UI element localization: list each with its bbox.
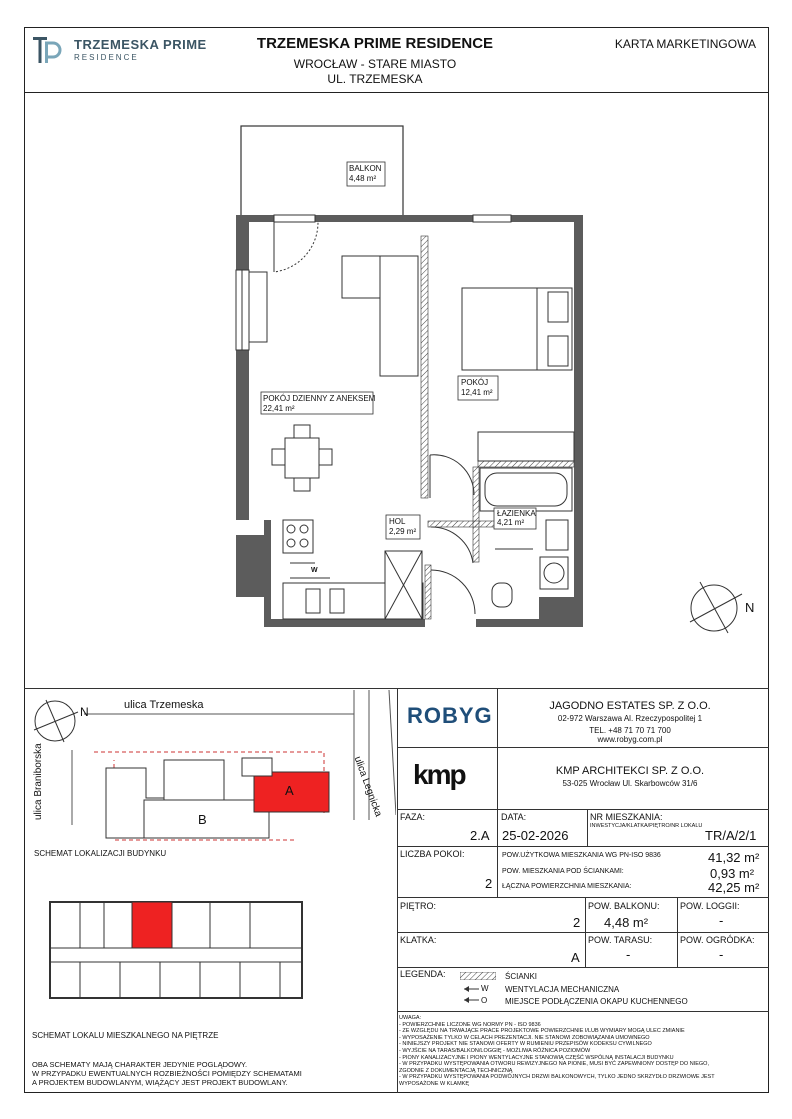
- room-name-hol: HOL: [389, 517, 406, 526]
- schema-note-line: OBA SCHEMATY MAJĄ CHARAKTER JEDYNIE POGLĄDOWY.: [32, 1060, 248, 1069]
- grid-line: [397, 846, 769, 847]
- kmp-logo: kmp: [413, 759, 465, 790]
- laczna-label: ŁĄCZNA POWIERZCHNIA MIESZKANIA:: [502, 883, 632, 890]
- nr-label: NR MIESZKANIA:: [590, 812, 663, 822]
- grid-line: [497, 846, 498, 897]
- balkon-value: 4,48 m²: [604, 915, 649, 930]
- grid-line: [397, 967, 769, 968]
- note-line: - W PRZYPADKU WYSTĘPOWANIA PODWÓJNYCH DRZWI BALKONOWYCH, TYLKO JEDNO SKRZYDŁO DRZWIOWE JEST: [399, 1074, 715, 1081]
- grid-line: [397, 1011, 769, 1012]
- grid-line: [397, 747, 769, 748]
- grid-line: [497, 688, 498, 809]
- note-line: UWAGA:: [399, 1015, 422, 1021]
- street-right-label: ulica Legnicka: [351, 755, 384, 819]
- grid-line: [397, 688, 398, 1093]
- legend-w-symbol: W: [481, 984, 489, 993]
- tp-logo-icon: [33, 35, 67, 65]
- note-line: - W PRZYPADKU WYSTĘPOWANIA OTWORU REWIZYJNEGO NA PIONIE, MUSI BYĆ ZAPEWNIONY DOSTĘP DO NIEGO,: [399, 1061, 709, 1068]
- room-area-pokoj: 12,41 m²: [461, 388, 493, 397]
- note-line: ZGODNIE Z DOKUMENTACJĄ TECHNICZNĄ: [399, 1067, 513, 1074]
- pod-label: POW. MIESZKANIA POD ŚCIANKAMI:: [502, 868, 624, 875]
- street-top-label: ulica Trzemeska: [124, 699, 204, 711]
- developer-tel: TEL. +48 71 70 71 700: [589, 726, 671, 735]
- building-a-label: A: [285, 783, 294, 798]
- city-label: WROCŁAW - STARE MIASTO: [293, 57, 457, 71]
- note-line: - POWIERZCHNIE LICZONE WG NORMY PN - ISO 9836: [399, 1021, 541, 1028]
- doc-type-label: KARTA MARKETINGOWA: [614, 37, 756, 51]
- room-area-lazienka: 4,21 m²: [497, 518, 525, 527]
- floor-plan: [24, 93, 769, 683]
- robyg-logo: ROBYG: [407, 703, 493, 728]
- legend-okap: MIEJSCE PODŁĄCZENIA OKAPU KUCHENNEGO: [505, 997, 688, 1006]
- room-area-hol: 2,29 m²: [389, 527, 417, 536]
- legend-o-symbol: O: [481, 996, 488, 1005]
- klatka-label: KLATKA:: [400, 935, 437, 945]
- location-caption: SCHEMAT LOKALIZACJI BUDYNKU: [34, 849, 167, 858]
- site-compass-n-label: N: [80, 705, 89, 719]
- ogrodek-value: -: [719, 947, 724, 962]
- grid-line: [397, 809, 769, 810]
- faza-value: 2.A: [470, 828, 490, 843]
- grid-line: [397, 897, 769, 898]
- note-line: - NINIEJSZY PROJEKT NIE STANOWI OFERTY W RUMIENIU PRZEPISÓW KODEKSU CYWILNEGO: [399, 1041, 652, 1048]
- laczna-value: 42,25 m²: [708, 880, 760, 895]
- note-line: - WYJŚCIE NA TARAS/BALKON/LOGGIĘ - MOŻLIWA RÓŻNICA POZIOMÓW: [399, 1047, 591, 1054]
- developer-name: JAGODNO ESTATES SP. Z O.O.: [549, 700, 711, 712]
- legend-walls: ŚCIANKI: [505, 972, 538, 981]
- pod-value: 0,93 m²: [710, 866, 755, 881]
- floor-schematic: [40, 888, 315, 1008]
- loggia-label: POW. LOGGII:: [680, 901, 740, 911]
- balkon-label: POW. BALKONU:: [588, 901, 660, 911]
- room-name-pokoj: POKÓJ: [461, 378, 489, 387]
- pu-label: POW.UŻYTKOWA MIESZKANIA WG PN-ISO 9836: [502, 852, 661, 859]
- floor-caption: SCHEMAT LOKALU MIESZKALNEGO NA PIĘTRZE: [32, 1031, 219, 1040]
- room-area-living: 22,41 m²: [263, 404, 295, 413]
- note-line: - PIONY KANALIZACYJNE I PIONY WENTYLACYJNE STANOWIĄ CZĘŚĆ WSPÓLNĄ INSTALACJI BUDYNKU: [399, 1054, 674, 1061]
- developer-address: 02-972 Warszawa Al. Rzeczypospolitej 1: [557, 714, 703, 723]
- vent-arrow-icon: [462, 986, 480, 1006]
- loggia-value: -: [719, 913, 724, 928]
- note-line: WYPOSAŻONE W KLAMKĘ: [399, 1080, 469, 1087]
- taras-label: POW. TARASU:: [588, 935, 653, 945]
- page-title: TRZEMESKA PRIME RESIDENCE: [256, 35, 494, 52]
- pietro-label: PIĘTRO:: [400, 901, 437, 911]
- nr-value: TR/A/2/1: [705, 828, 757, 843]
- klatka-value: A: [571, 950, 580, 965]
- site-plan: [24, 690, 396, 890]
- faza-label: FAZA:: [400, 812, 426, 822]
- note-line: - WYPOSAŻENIE TYLKO W CELACH PREZENTACJI. NIE STANOWI ZOBOWIĄZANIA UMOWNEGO: [399, 1034, 650, 1041]
- pu-value: 41,32 m²: [708, 850, 760, 865]
- walls-hatch-icon: [460, 972, 496, 980]
- developer-www: www.robyg.com.pl: [597, 735, 663, 744]
- brand-subtitle: RESIDENCE: [74, 53, 139, 62]
- data-value: 25-02-2026: [502, 828, 569, 843]
- brand-name: TRZEMESKA PRIME: [74, 37, 207, 52]
- room-name-balkon: BALKON: [349, 164, 382, 173]
- grid-line: [587, 809, 588, 846]
- compass-n-label: N: [745, 600, 755, 615]
- street-left-label: ulica Braniborska: [33, 743, 44, 820]
- legenda-label: LEGENDA:: [400, 969, 446, 979]
- legend-vent: WENTYLACJA MECHANICZNA: [505, 985, 620, 994]
- architect-name: KMP ARCHITEKCI SP. Z O.O.: [555, 765, 705, 777]
- pokoje-value: 2: [485, 876, 493, 891]
- pokoje-label: LICZBA POKOI:: [400, 849, 465, 859]
- building-b-label: B: [198, 812, 207, 827]
- room-name-living: POKÓJ DZIENNY Z ANEKSEM: [263, 394, 376, 403]
- architect-address: 53-025 Wrocław Ul. Skarbowców 31/6: [562, 779, 698, 788]
- schema-note-line: A PROJEKTEM BUDOWLANYM, WIĄŻĄCY JEST PROJEKT BUDOWLANY.: [32, 1078, 288, 1087]
- street-label: UL. TRZEMESKA: [327, 72, 423, 86]
- pietro-value: 2: [573, 915, 581, 930]
- taras-value: -: [626, 947, 631, 962]
- grid-line: [497, 809, 498, 846]
- data-label: DATA:: [501, 812, 527, 822]
- schema-note-line: W PRZYPADKU EWENTUALNYCH ROZBIEŻNOŚCI POMIĘDZY SCHEMATAMI: [32, 1069, 302, 1078]
- vent-w-marker: W: [311, 567, 318, 574]
- ogrodek-label: POW. OGRÓDKA:: [680, 935, 755, 945]
- grid-line: [397, 932, 769, 933]
- room-area-balkon: 4,48 m²: [349, 174, 377, 183]
- nr-sublabel: INWESTYCJA/KLATKA/PIĘTRO/NR LOKALU: [590, 823, 703, 829]
- room-name-lazienka: ŁAZIENKA: [497, 509, 536, 518]
- notes-block: [399, 1015, 761, 1088]
- note-line: - ZE WZGLĘDU NA TRWAJĄCE PRACE PROJEKTOWE POWIERZCHNIE I/LUB WYMIARY MOGĄ ULEC ZMIANIE: [399, 1028, 685, 1035]
